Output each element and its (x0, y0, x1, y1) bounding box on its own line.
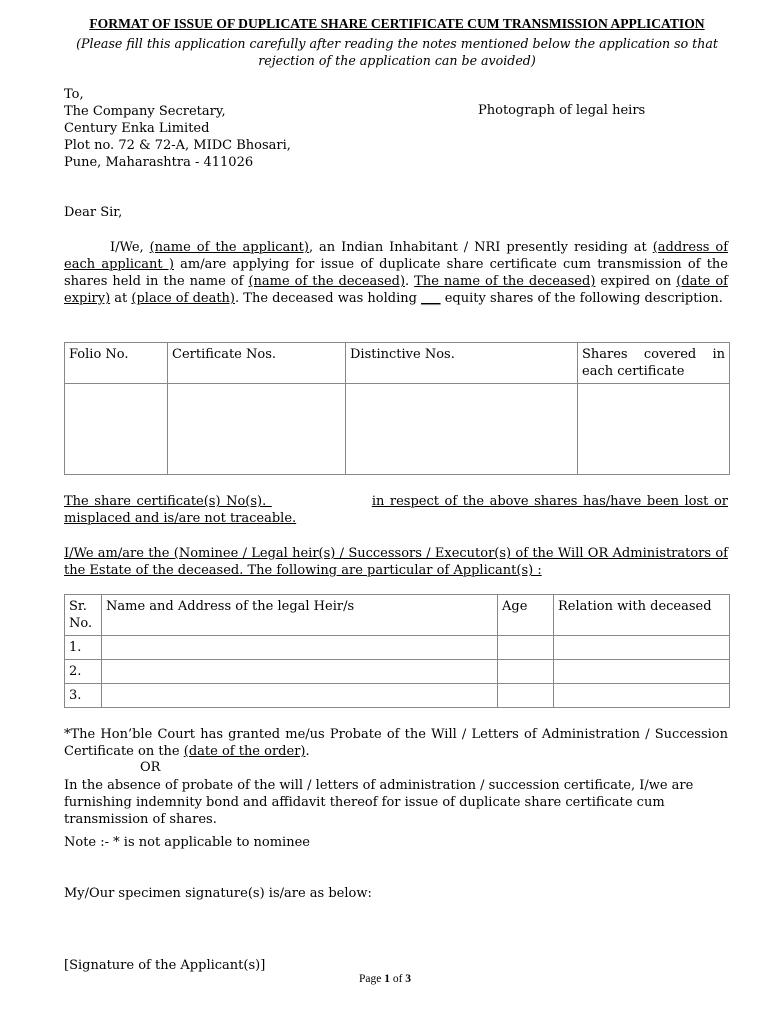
address-to: To, (64, 87, 84, 102)
para-text: equity shares of the following description. (440, 291, 723, 306)
form-title: FORMAT OF ISSUE OF DUPLICATE SHARE CERTIFICATE CUM TRANSMISSION APPLICATION (89, 16, 705, 31)
page-current: 1 (384, 973, 390, 985)
header-sr-no: Sr. No. (65, 595, 102, 636)
salutation: Dear Sir, (64, 205, 123, 220)
address-line-3: Plot no. 72 & 72-A, MIDC Bhosari, (64, 138, 291, 153)
sr-no-cell: 2. (65, 660, 102, 684)
para-text: . (305, 744, 310, 759)
applicant-name-field[interactable]: (name of the applicant) (149, 240, 309, 255)
page-footer (0, 973, 770, 985)
header-folio: Folio No. (65, 343, 168, 384)
nominee-paragraph: I/We am/are the (Nominee / Legal heir(s) / Successors / Executor(s) of the Will OR Administrators of the Estate of the deceased. The following are particular of Applicant(s) : (64, 546, 728, 578)
para-text: I/We, (110, 240, 150, 255)
sr-no-cell: 1. (65, 636, 102, 660)
name-address-cell[interactable] (102, 636, 498, 660)
shares-count-blank[interactable]: ___ (421, 291, 441, 306)
note-text: Note :- * is not applicable to nominee (64, 835, 310, 850)
date-of-expiry-field[interactable]: (date of expiry) (64, 274, 728, 306)
specimen-signature-text: My/Our specimen signature(s) is/are as below: (64, 886, 372, 901)
para-text: , an Indian Inhabitant / NRI presently residing at (308, 240, 653, 255)
subtitle-line-2: rejection of the application can be avoided) (258, 53, 536, 68)
para-text: . The deceased was holding (235, 291, 422, 306)
para-text: in respect of the above shares has/have been lost or misplaced and is/are not traceable. (64, 494, 728, 526)
or-separator: OR (140, 760, 161, 775)
footer-text: of (389, 973, 406, 985)
application-paragraph (64, 239, 728, 307)
sr-no-cell: 3. (65, 684, 102, 708)
para-text: . (405, 274, 415, 289)
para-text: *The Hon’ble Court has granted me/us Probate of the Will / Letters of Administration / Succession Certificate on the (64, 727, 728, 759)
footer-text: Page (358, 973, 385, 985)
table-row (65, 660, 730, 684)
address-line-2: Century Enka Limited (64, 121, 210, 136)
table-header-row (65, 595, 730, 636)
place-of-death-field[interactable]: (place of death) (131, 291, 236, 306)
para-text: am/are applying for issue of duplicate share certificate cum transmission of the shares held in the name of (64, 257, 728, 289)
table-row (65, 636, 730, 660)
deceased-name-field-2[interactable]: The name of the deceased) (414, 274, 596, 289)
name-address-cell[interactable] (102, 660, 498, 684)
age-cell[interactable] (498, 636, 554, 660)
age-cell[interactable] (498, 660, 554, 684)
certificate-cell[interactable] (168, 384, 346, 475)
relation-cell[interactable] (554, 660, 730, 684)
table-row (65, 684, 730, 708)
header-relation: Relation with deceased (554, 595, 730, 636)
lost-certificate-paragraph (64, 493, 728, 527)
page-total: 3 (405, 973, 412, 985)
address-line-4: Pune, Maharashtra - 411026 (64, 155, 254, 170)
applicant-address-field[interactable]: (address of each applicant ) (64, 240, 729, 272)
header-certificate: Certificate Nos. (168, 343, 346, 384)
age-cell[interactable] (498, 684, 554, 708)
relation-cell[interactable] (554, 636, 730, 660)
subtitle-line-1: (Please fill this application carefully after reading the notes mentioned below the application so that (76, 36, 718, 51)
heirs-table (64, 594, 730, 708)
header-shares-covered: Shares covered in each certificate (578, 343, 730, 384)
para-text: expired on (595, 274, 677, 289)
folio-cell[interactable] (65, 384, 168, 475)
court-paragraph (64, 726, 728, 760)
para-text: at (110, 291, 132, 306)
photo-placeholder-label: Photograph of legal heirs (478, 103, 646, 118)
table-row (65, 384, 730, 475)
header-distinctive: Distinctive Nos. (346, 343, 578, 384)
distinctive-cell[interactable] (346, 384, 578, 475)
recipient-address (64, 86, 291, 171)
signature-label: [Signature of the Applicant(s)] (64, 958, 266, 973)
form-subtitle (64, 35, 730, 69)
order-date-field[interactable]: (date of the order) (183, 744, 306, 759)
header-age: Age (498, 595, 554, 636)
relation-cell[interactable] (554, 684, 730, 708)
address-line-1: The Company Secretary, (64, 104, 226, 119)
name-address-cell[interactable] (102, 684, 498, 708)
table-header-row (65, 343, 730, 384)
shares-covered-cell[interactable] (578, 384, 730, 475)
absence-paragraph: In the absence of probate of the will / letters of administration / succession certificate, I/we are furnishing indemnity bond and affidavit thereof for issue of duplicate share certificate cum transmission of shares. (64, 778, 694, 827)
deceased-name-field[interactable]: (name of the deceased) (248, 274, 406, 289)
shares-table (64, 342, 730, 475)
para-text: The share certificate(s) No(s). (64, 494, 272, 509)
header-name-address: Name and Address of the legal Heir/s (102, 595, 498, 636)
